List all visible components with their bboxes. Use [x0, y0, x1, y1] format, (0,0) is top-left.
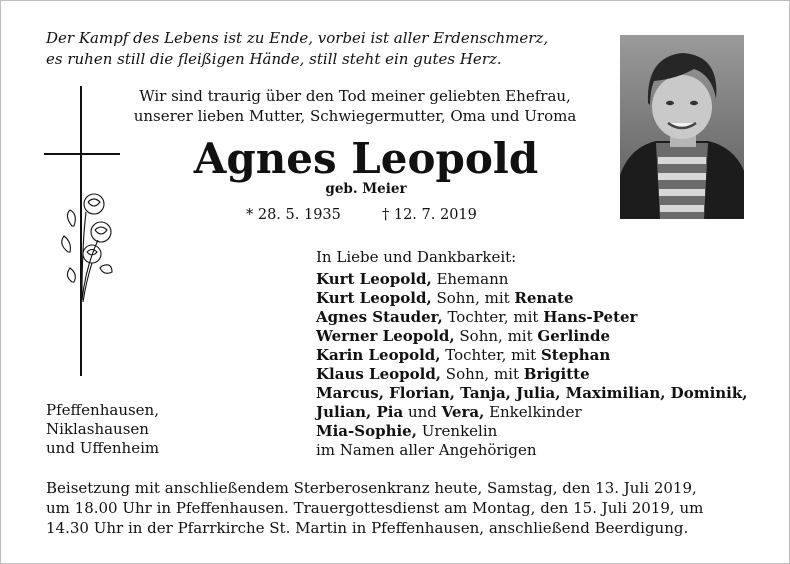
birth-date: * 28. 5. 1935	[246, 207, 341, 223]
burial-info	[46, 478, 703, 538]
place-line: Pfeffenhausen,	[46, 401, 159, 419]
quote-line-1: Der Kampf des Lebens ist zu Ende, vorbei ist aller Erdenschmerz,	[46, 29, 549, 47]
place-line: und Uffenheim	[46, 439, 160, 457]
list-item: Kurt Leopold, Ehemann	[316, 270, 509, 288]
death-date: † 12. 7. 2019	[382, 207, 477, 223]
intro-line-2: unserer lieben Mutter, Schwiegermutter, Oma und Uroma	[133, 107, 577, 125]
list-item: Kurt Leopold, Sohn, mit Renate	[316, 289, 574, 307]
quote-line-2: es ruhen still die fleißigen Hände, still steht ein gutes Herz.	[46, 50, 502, 68]
burial-line: 14.30 Uhr in der Pfarrkirche St. Martin in Pfeffenhausen, anschließend Beerdigung.	[46, 519, 689, 537]
intro-line-1: Wir sind traurig über den Tod meiner geliebten Ehefrau,	[139, 87, 571, 105]
place-line: Niklashausen	[46, 420, 149, 438]
list-item: Karin Leopold, Tochter, mit Stephan	[316, 346, 611, 364]
list-item: Klaus Leopold, Sohn, mit Brigitte	[316, 365, 590, 383]
list-item: Mia-Sophie, Urenkelin	[316, 422, 498, 440]
list-item: im Namen aller Angehörigen	[316, 441, 537, 459]
maiden-name: geb. Meier	[325, 181, 407, 197]
cross-with-roses-icon	[42, 86, 124, 378]
quote	[46, 28, 548, 70]
thanks-heading: In Liebe und Dankbarkeit:	[316, 248, 517, 266]
places	[46, 401, 159, 458]
list-item: Werner Leopold, Sohn, mit Gerlinde	[316, 327, 610, 345]
burial-line: Beisetzung mit anschließendem Sterberosenkranz heute, Samstag, den 13. Juli 2019,	[46, 479, 697, 497]
portrait-photo-icon	[620, 35, 744, 219]
mourners-list	[316, 270, 747, 460]
intro-text	[120, 86, 590, 126]
list-item: Agnes Stauder, Tochter, mit Hans-Peter	[316, 308, 638, 326]
list-item: Marcus, Florian, Tanja, Julia, Maximilian, Dominik,	[316, 384, 748, 402]
list-item: Julian, Pia und Vera, Enkelkinder	[316, 403, 582, 421]
portrait-photo	[620, 35, 744, 219]
deceased-name: Agnes Leopold	[193, 134, 539, 183]
burial-line: um 18.00 Uhr in Pfeffenhausen. Trauergottesdienst am Montag, den 15. Juli 2019, um	[46, 499, 704, 517]
